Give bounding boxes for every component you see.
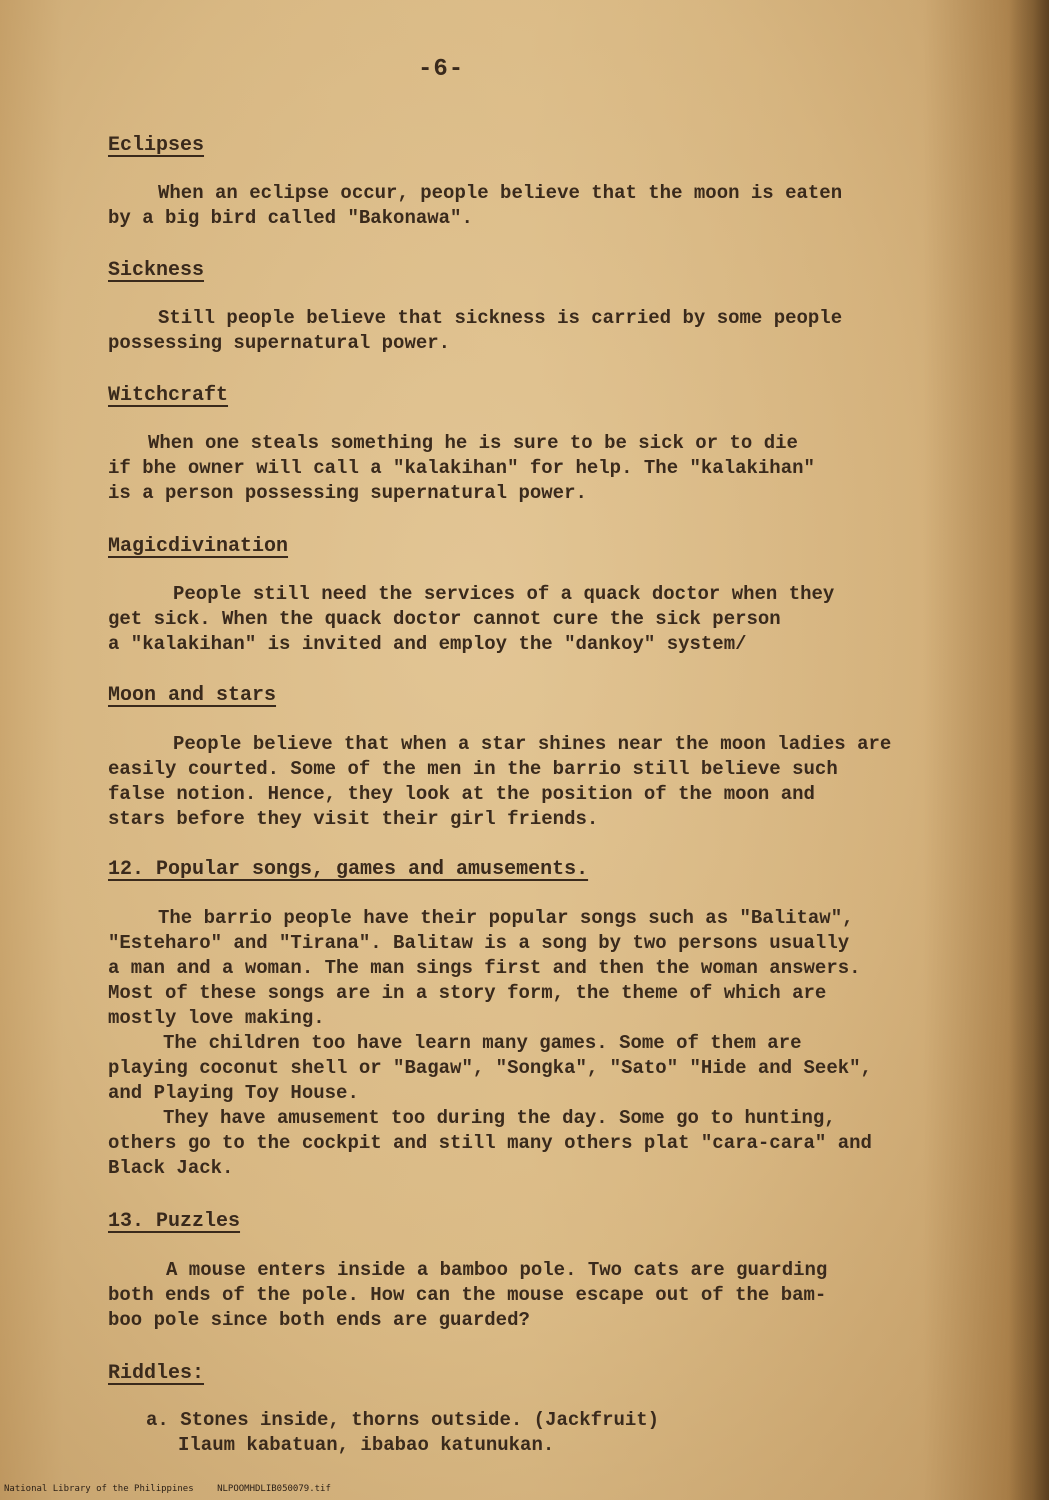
text-line: A mouse enters inside a bamboo pole. Two cats are guarding (166, 1259, 828, 1281)
text-line: mostly love making. (108, 1007, 325, 1029)
paragraph-popular-songs (108, 906, 872, 1181)
heading-puzzles: 13. Puzzles (108, 1210, 241, 1233)
heading-riddles: Riddles: (108, 1362, 205, 1385)
footer-library: National Library of the Philippines (4, 1484, 194, 1494)
text-line: The barrio people have their popular songs such as "Balitaw", (158, 907, 854, 929)
riddle-line: a. Stones inside, thorns outside. (Jackfruit) (146, 1409, 660, 1431)
paragraph-moon-and-stars (108, 732, 891, 832)
text-line: others go to the cockpit and still many others plat "cara-cara" and (108, 1132, 872, 1154)
text-line: easily courted. Some of the men in the barrio still believe such (108, 758, 838, 780)
text-line: false notion. Hence, they look at the position of the moon and (108, 783, 815, 805)
text-line: They have amusement too during the day. Some go to hunting, (163, 1107, 836, 1129)
text-line: by a big bird called "Bakonawa". (108, 207, 473, 229)
text-line: a "kalakihan" is invited and employ the "dankoy" system/ (108, 633, 747, 655)
text-line: a man and a woman. The man sings first and then the woman answers. (108, 957, 861, 979)
page-number: -6- (418, 56, 465, 83)
paragraph-puzzles (108, 1258, 827, 1333)
text-line: Black Jack. (108, 1157, 234, 1179)
text-line: When an eclipse occur, people believe that the moon is eaten (158, 182, 843, 204)
paragraph-witchcraft (108, 431, 815, 506)
text-line: playing coconut shell or "Bagaw", "Songka", "Sato" "Hide and Seek", (108, 1057, 872, 1079)
heading-magicdivination: Magicdivination (108, 535, 289, 558)
heading-moon-and-stars: Moon and stars (108, 684, 277, 707)
text-line: Most of these songs are in a story form, the theme of which are (108, 982, 827, 1004)
text-line: stars before they visit their girl friends. (108, 808, 599, 830)
paragraph-magicdivination (108, 582, 834, 657)
text-line: When one steals something he is sure to be sick or to die (148, 432, 798, 454)
text-line: People still need the services of a quack doctor when they (173, 583, 835, 605)
text-line: is a person possessing supernatural power. (108, 482, 587, 504)
text-line: get sick. When the quack doctor cannot cure the sick person (108, 608, 781, 630)
text-line: Still people believe that sickness is carried by some people (158, 307, 843, 329)
riddle-answer-line: Ilaum kabatuan, ibabao katunukan. (178, 1434, 555, 1456)
text-line: if bhe owner will call a "kalakihan" for help. The "kalakihan" (108, 457, 815, 479)
text-line: boo pole since both ends are guarded? (108, 1309, 530, 1331)
text-line: "Esteharo" and "Tirana". Balitaw is a song by two persons usually (108, 932, 850, 954)
paragraph-sickness (108, 306, 842, 356)
heading-eclipses: Eclipses (108, 134, 205, 157)
text-line: The children too have learn many games. Some of them are (163, 1032, 802, 1054)
text-line: People believe that when a star shines near the moon ladies are (173, 733, 892, 755)
page-edge-shadow (1009, 0, 1049, 1500)
text-line: and Playing Toy House. (108, 1082, 359, 1104)
heading-popular-songs: 12. Popular songs, games and amusements. (108, 858, 589, 881)
footer-file: NLPOOMHDLIB050079.tif (217, 1484, 331, 1494)
scan-footer (4, 1484, 349, 1494)
heading-sickness: Sickness (108, 259, 205, 282)
heading-witchcraft: Witchcraft (108, 384, 229, 407)
paragraph-riddles (146, 1408, 659, 1458)
paragraph-eclipses (108, 181, 842, 231)
text-line: possessing supernatural power. (108, 332, 451, 354)
text-line: both ends of the pole. How can the mouse escape out of the bam- (108, 1284, 827, 1306)
